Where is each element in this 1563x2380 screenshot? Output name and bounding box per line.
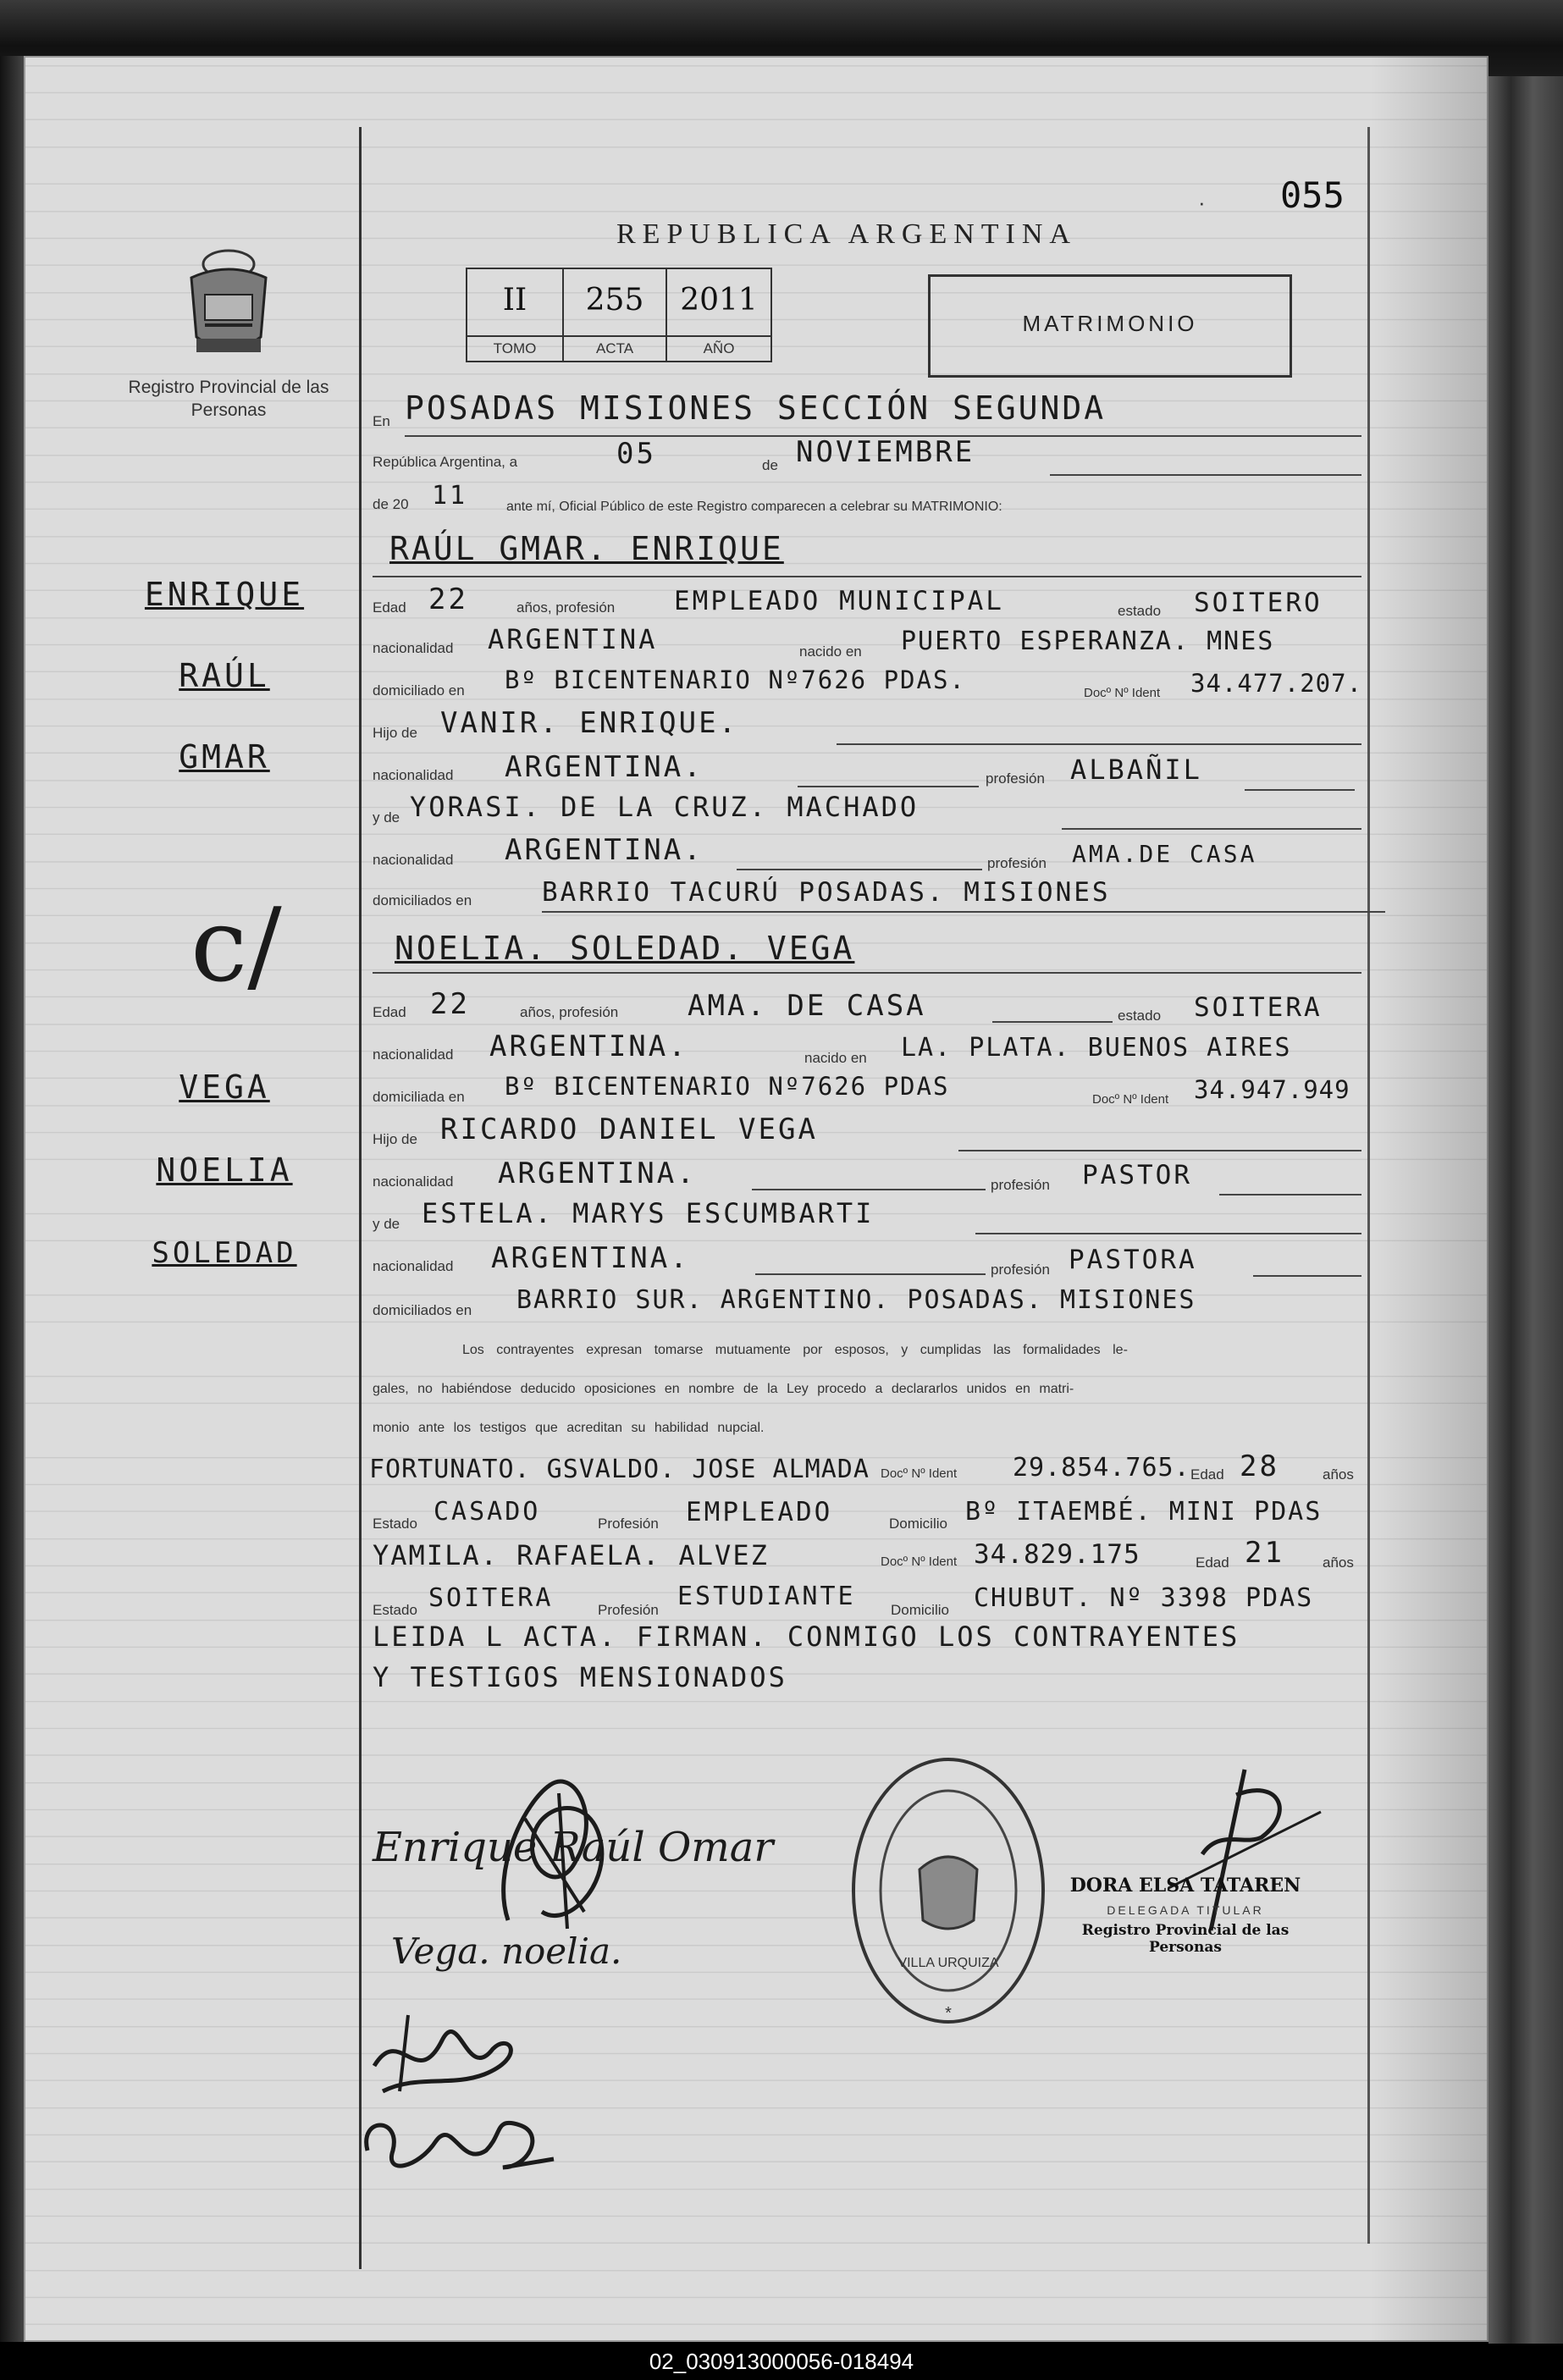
witness1-name: FORTUNATO. GSVALDO. JOSE ALMADA xyxy=(369,1455,870,1484)
anio-cell xyxy=(667,269,770,361)
bride-nacido-label: nacido en xyxy=(804,1050,867,1066)
witness2-estado-label: Estado xyxy=(373,1602,417,1618)
groom-nacionalidad-label: nacionalidad xyxy=(373,640,454,656)
groom-mother-nat-rule xyxy=(737,869,982,870)
acta-label: ACTA xyxy=(564,335,666,361)
tomo-cell xyxy=(467,269,564,361)
groom-father-prof-rule xyxy=(1245,789,1355,791)
witness1-signature-icon xyxy=(366,2007,535,2100)
witness1-age: 28 xyxy=(1240,1450,1279,1483)
witness2-signature-icon xyxy=(351,2100,562,2184)
bride-yde-label: y de xyxy=(373,1216,400,1232)
margin-rule xyxy=(359,127,362,2269)
witness1-profession: EMPLEADO xyxy=(686,1497,833,1527)
witness2-address: CHUBUT. Nº 3398 PDAS xyxy=(974,1583,1314,1613)
groom-father: VANIR. ENRIQUE. xyxy=(440,706,739,740)
bride-mother-nat-rule xyxy=(755,1273,986,1275)
margin-conjunction: c/ xyxy=(191,887,282,1005)
declaration-line-3: monio ante los testigos que acreditan su habilidad nupcial. xyxy=(373,1421,765,1435)
closing-line-2: Y TESTIGOS MENSIONADOS xyxy=(373,1661,787,1693)
groom-edad-label: Edad xyxy=(373,599,406,616)
groom-address: Bº BICENTENARIO Nº7626 PDAS. xyxy=(505,665,966,694)
bride-father-prof-rule xyxy=(1219,1194,1361,1196)
bride-mother: ESTELA. MARYS ESCUMBARTI xyxy=(422,1197,875,1229)
bride-name-rule xyxy=(373,972,1361,974)
groom-doc-label: Docº Nº Ident xyxy=(1084,686,1161,700)
groom-domicilio-label: domiciliado en xyxy=(373,682,465,699)
page-dot: · xyxy=(1198,190,1206,215)
registry-label: Registro Provincial de las Personas xyxy=(128,378,329,420)
witness1-doc-label: Docº Nº Ident xyxy=(881,1466,958,1481)
declaration-line-2: gales, no habiéndose deducido oposiciones en nombre de la Ley procedo a declararlos unidos en matri- xyxy=(373,1382,1074,1396)
groom-mother: YORASI. DE LA CRUZ. MACHADO xyxy=(410,791,920,823)
country-title: REPUBLICA ARGENTINA xyxy=(616,218,1077,250)
bride-parents-dom-label: domiciliados en xyxy=(373,1302,472,1318)
act-reference-box xyxy=(466,268,772,362)
book-right-edge xyxy=(1488,76,1563,2345)
groom-hijo-label: Hijo de xyxy=(373,725,417,741)
witness2-anos-label: años xyxy=(1323,1554,1354,1571)
witness2-estado: SOITERA xyxy=(428,1583,554,1613)
bride-profession: AMA. DE CASA xyxy=(688,989,926,1023)
witness1-domicilio-label: Domicilio xyxy=(889,1516,947,1532)
groom-parents-dom-label: domiciliados en xyxy=(373,892,472,908)
groom-mother-prof-label: profesión xyxy=(987,855,1047,871)
witness1-address: Bº ITAEMBÉ. MINI PDAS xyxy=(965,1497,1323,1527)
right-rule xyxy=(1367,127,1370,2244)
witness1-edad-label: Edad xyxy=(1190,1466,1224,1483)
witness1-estado: CASADO xyxy=(434,1497,541,1527)
book-binding xyxy=(0,56,24,2342)
groom-name-rule xyxy=(373,576,1361,577)
groom-signature-scribble xyxy=(474,1768,627,1937)
year-suffix: 11 xyxy=(432,481,468,511)
bride-mother-prof-label: profesión xyxy=(991,1262,1050,1278)
month-rule xyxy=(1050,474,1361,476)
witness2-edad-label: Edad xyxy=(1196,1554,1229,1571)
groom-estado: SOITERO xyxy=(1194,588,1323,618)
groom-doc: 34.477.207. xyxy=(1190,669,1363,698)
margin-groom-first: RAÚL xyxy=(179,657,270,694)
margin-bride-second: SOLEDAD xyxy=(152,1236,297,1270)
groom-father-prof: ALBAÑIL xyxy=(1070,754,1202,786)
witness2-age: 21 xyxy=(1245,1536,1284,1570)
bride-father-prof: PASTOR xyxy=(1082,1160,1192,1190)
year-prefix: de 20 xyxy=(373,496,409,512)
bride-profession-rule xyxy=(992,1021,1113,1023)
bride-address: Bº BICENTENARIO Nº7626 PDAS xyxy=(505,1072,950,1101)
bride-parents-address: BARRIO SUR. ARGENTINO. POSADAS. MISIONES xyxy=(516,1285,1196,1315)
anio-label: AÑO xyxy=(667,335,770,361)
witness2-name: YAMILA. RAFAELA. ALVEZ xyxy=(373,1539,769,1571)
bride-father-rule xyxy=(958,1150,1361,1151)
page-shadow xyxy=(1370,56,1488,2342)
witness2-profesion-label: Profesión xyxy=(598,1602,659,1618)
bride-birthplace: LA. PLATA. BUENOS AIRES xyxy=(901,1033,1292,1063)
margin-groom-surname: ENRIQUE xyxy=(144,576,305,613)
seal-text: VILLA URQUIZA xyxy=(897,1956,999,1970)
groom-nacido-label: nacido en xyxy=(799,643,862,660)
groom-father-prof-label: profesión xyxy=(986,770,1045,787)
witness2-doc: 34.829.175 xyxy=(974,1539,1140,1570)
official-signer-block xyxy=(1050,1875,1321,1956)
witness1-estado-label: Estado xyxy=(373,1516,417,1532)
misiones-emblem-icon xyxy=(179,244,278,362)
bride-domicilio-label: domiciliada en xyxy=(373,1089,465,1105)
official-name: DORA ELSA TATAREN xyxy=(1069,1875,1301,1897)
official-title: DELEGADA TITULAR xyxy=(1107,1903,1264,1917)
bride-father: RICARDO DANIEL VEGA xyxy=(440,1113,818,1146)
bride-mother-nat-label: nacionalidad xyxy=(373,1258,454,1274)
bride-mother-prof-rule xyxy=(1253,1275,1361,1277)
bride-signature: Vega. noelia. xyxy=(391,1930,622,1972)
groom-age: 22 xyxy=(428,583,468,616)
tomo-label: TOMO xyxy=(467,335,562,361)
groom-mother-nat-label: nacionalidad xyxy=(373,852,454,868)
groom-anos-label: años, profesión xyxy=(516,599,616,616)
groom-parents-address: BARRIO TACURÚ POSADAS. MISIONES xyxy=(542,877,1111,908)
witness1-profesion-label: Profesión xyxy=(598,1516,659,1532)
bride-nacionalidad-label: nacionalidad xyxy=(373,1046,454,1063)
bride-name: NOELIA. SOLEDAD. VEGA xyxy=(395,930,855,967)
acta-value: 255 xyxy=(585,283,644,318)
groom-mother-prof: AMA.DE CASA xyxy=(1072,840,1257,868)
witness2-profession: ESTUDIANTE xyxy=(677,1582,856,1611)
bride-hijo-label: Hijo de xyxy=(373,1131,417,1147)
groom-father-nat-label: nacionalidad xyxy=(373,767,454,783)
groom-father-nat: ARGENTINA. xyxy=(505,750,704,784)
bride-father-nat: ARGENTINA. xyxy=(498,1157,697,1190)
republica-label: República Argentina, a xyxy=(373,454,518,470)
groom-signature: Enrique Raúl Omar xyxy=(373,1824,774,1871)
bride-estado: SOITERA xyxy=(1194,992,1323,1023)
margin-bride-surname: VEGA xyxy=(179,1069,270,1106)
groom-nationality: ARGENTINA xyxy=(488,623,658,655)
witness2-doc-label: Docº Nº Ident xyxy=(881,1554,958,1569)
act-type: MATRIMONIO xyxy=(1022,311,1198,336)
groom-estado-label: estado xyxy=(1118,603,1162,619)
file-id-footer: 02_030913000056-018494 xyxy=(0,2344,1563,2380)
bride-doc-label: Docº Nº Ident xyxy=(1092,1092,1169,1107)
closing-line-1: LEIDA L ACTA. FIRMAN. CONMIGO LOS CONTRAYENTES xyxy=(373,1621,1240,1653)
svg-text:*: * xyxy=(945,2004,952,2023)
declaration-line-1: Los contrayentes expresan tomarse mutuamente por esposos, y cumplidas las formalidades le- xyxy=(462,1343,1128,1357)
bride-nationality: ARGENTINA. xyxy=(489,1030,688,1063)
bride-mother-prof: PASTORA xyxy=(1069,1245,1197,1275)
tomo-value: II xyxy=(502,283,527,318)
bride-mother-nat: ARGENTINA. xyxy=(491,1241,690,1275)
margin-bride-first: NOELIA xyxy=(156,1151,293,1189)
groom-profession: EMPLEADO MUNICIPAL xyxy=(674,586,1004,616)
bride-father-nat-label: nacionalidad xyxy=(373,1173,454,1190)
acta-cell xyxy=(564,269,667,361)
act-type-box xyxy=(928,274,1292,378)
place-location: POSADAS MISIONES SECCIÓN SEGUNDA xyxy=(405,389,1107,427)
date-month: NOVIEMBRE xyxy=(796,435,975,469)
groom-mother-nat: ARGENTINA. xyxy=(505,833,704,867)
page-number: 055 xyxy=(1280,174,1345,216)
groom-father-nat-rule xyxy=(798,786,979,787)
date-day: 05 xyxy=(616,437,656,471)
en-label: En xyxy=(373,413,390,429)
bride-edad-label: Edad xyxy=(373,1004,406,1020)
margin-groom-second: GMAR xyxy=(179,738,270,776)
bride-father-prof-label: profesión xyxy=(991,1177,1050,1193)
official-office: Registro Provincial de las Personas xyxy=(1081,1922,1290,1956)
bride-father-nat-rule xyxy=(752,1189,986,1190)
date-de-label: de xyxy=(762,457,778,473)
bride-age: 22 xyxy=(430,987,470,1021)
witness1-anos-label: años xyxy=(1323,1466,1354,1483)
anio-value: 2011 xyxy=(680,283,758,318)
witness2-domicilio-label: Domicilio xyxy=(891,1602,949,1618)
groom-father-rule xyxy=(837,743,1361,745)
intro-text: ante mí, Oficial Público de este Registro comparecen a celebrar su MATRIMONIO: xyxy=(506,500,1002,514)
witness1-doc: 29.854.765. xyxy=(1013,1453,1190,1483)
groom-yde-label: y de xyxy=(373,809,400,826)
groom-parents-rule xyxy=(542,911,1385,913)
groom-mother-rule xyxy=(1062,828,1361,830)
groom-birthplace: PUERTO ESPERANZA. MNES xyxy=(901,627,1275,656)
bride-anos-label: años, profesión xyxy=(520,1004,619,1020)
groom-name: RAÚL GMAR. ENRIQUE xyxy=(389,530,784,567)
bride-estado-label: estado xyxy=(1118,1008,1162,1024)
bride-mother-rule xyxy=(975,1233,1361,1234)
official-stamp-icon xyxy=(847,1751,1050,2030)
bride-doc: 34.947.949 xyxy=(1194,1075,1350,1104)
